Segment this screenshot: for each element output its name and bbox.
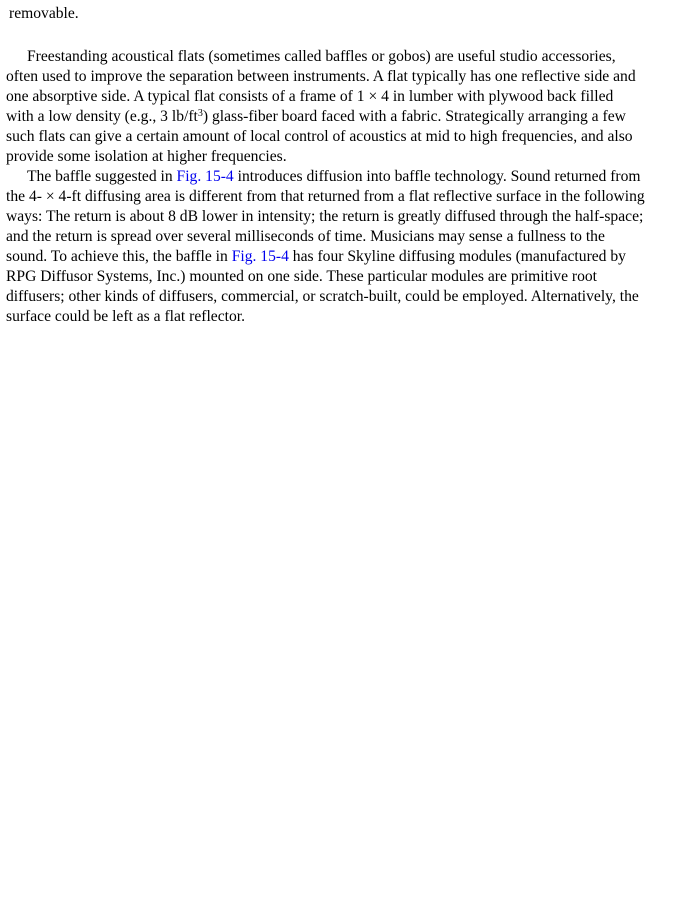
paragraph-baffle-line-7: diffusers; other kinds of diffusers, commercial, or scratch-built, could be employed. Alternatively, the <box>6 288 639 305</box>
line-1-text-a: The baffle suggested in <box>27 168 177 185</box>
line-5-text-a: sound. To achieve this, the baffle in <box>6 248 232 265</box>
paragraph-flats-line-1: Freestanding acoustical flats (sometimes called baffles or gobos) are useful studio accessories, <box>27 48 616 65</box>
paragraph-baffle-line-2: the 4- × 4-ft diffusing area is different from that returned from a flat reflective surface in the following <box>6 188 645 205</box>
paragraph-flats <box>6 47 691 167</box>
paragraph-baffle-line-4: and the return is spread over several milliseconds of time. Musicians may sense a fullness to the <box>6 228 605 245</box>
paragraph-flats-line-4 <box>6 107 691 127</box>
paragraph-flats-line-3: one absorptive side. A typical flat consists of a frame of 1 × 4 in lumber with plywood back filled <box>6 88 614 105</box>
line-4-text-b: ) glass-fiber board faced with a fabric. Strategically arranging a few <box>202 108 626 125</box>
fig-15-4-link[interactable]: Fig. 15-4 <box>176 168 234 185</box>
paragraph-baffle <box>6 167 691 327</box>
paragraph-flats-line-5: such flats can give a certain amount of local control of acoustics at mid to high frequencies, and also <box>6 128 633 145</box>
paragraph-flats-line-6: provide some isolation at higher frequencies. <box>6 148 287 165</box>
paragraph-flats-line-2: often used to improve the separation between instruments. A flat typically has one reflective side and <box>6 68 636 85</box>
line-5-text-b: has four Skyline diffusing modules (manufactured by <box>288 248 626 265</box>
paragraph-gap <box>6 24 691 47</box>
paragraph-baffle-line-8: surface could be left as a flat reflector. <box>6 308 245 325</box>
paragraph-baffle-line-1 <box>6 167 691 187</box>
superscript-3: 3 <box>197 108 203 119</box>
line-4-text-a: with a low density (e.g., 3 lb/ft <box>6 108 198 125</box>
line-1-text-b: introduces diffusion into baffle technology. Sound returned from <box>233 168 641 185</box>
paragraph-baffle-line-3: ways: The return is about 8 dB lower in intensity; the return is greatly diffused through the half-space; <box>6 208 644 225</box>
paragraph-baffle-line-6: RPG Diffusor Systems, Inc.) mounted on one side. These particular modules are primitive root <box>6 268 598 285</box>
fig-15-4-link-second[interactable]: Fig. 15-4 <box>231 248 289 265</box>
paragraph-baffle-line-5 <box>6 247 691 267</box>
fragment-line: removable. <box>9 5 79 22</box>
document-page <box>6 4 691 327</box>
